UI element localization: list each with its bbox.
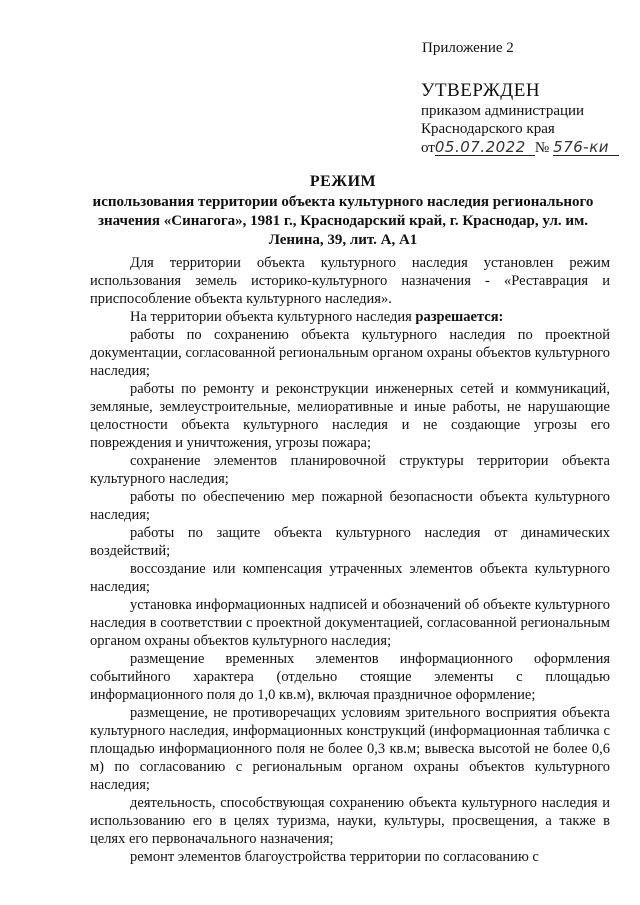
from-prefix: от (421, 140, 435, 156)
approved-heading: УТВЕРЖДЕН (421, 80, 541, 101)
order-date-number-line (421, 138, 631, 158)
list-item: деятельность, способствующая сохранению объекта культурного наследия и использованию его в целях туризма, науки, культуры, просвещения, а также в целях его первоначального назначения; (90, 795, 610, 847)
list-item: работы по обеспечению мер пожарной безопасности объекта культурного наследия; (90, 489, 610, 523)
list-item: работы по сохранению объекта культурного наследия по проектной документации, согласованной региональным органом охраны объектов культурного наследия; (90, 327, 610, 379)
document-subtitle: использования территории объекта культурного наследия регионального значения «Синагога», 1981 г., Краснодарский край, г. Краснодар, ул. им. Ленина, 39, лит. А, А1 (92, 194, 594, 248)
number-prefix: № (534, 140, 550, 156)
handwritten-number: 576-ки (553, 139, 619, 156)
list-item: ремонт элементов благоустройства территории по согласованию с (130, 849, 539, 865)
permitted-lead-paragraph (90, 308, 610, 326)
approval-stamp-block (421, 80, 631, 158)
list-item: работы по защите объекта культурного наследия от динамических воздействий; (90, 525, 610, 559)
permitted-lead-text: На территории объекта культурного наследия (130, 309, 412, 325)
list-item: размещение временных элементов информационного оформления событийного характера (отдельно стоящие элементы с площадью информационного поля до 1,0 кв.м), включая праздничное оформление; (90, 651, 610, 703)
permitted-keyword: разрешается: (415, 309, 504, 325)
document-title-block (80, 172, 606, 250)
handwritten-date: 05.07.2022 (435, 139, 535, 156)
approved-by-line-2: Краснодарского края (421, 121, 555, 137)
list-item: размещение, не противоречащих условиям зрительного восприятия объекта культурного наследия, информационных конструкций (информационная табличка с площадью информационного поля не более 0,3 кв.м; вывеска высотой не более 0,6 м) по согласованию с региональным органом охраны объектов культурного наследия; (90, 705, 610, 793)
list-item: воссоздание или компенсация утраченных элементов объекта культурного наследия; (90, 561, 610, 595)
document-title: РЕЖИМ (309, 173, 377, 190)
permitted-list (90, 326, 610, 866)
document-body (90, 254, 610, 866)
list-item: установка информационных надписей и обозначений об объекте культурного наследия в соответствии с проектной документацией, согласованной региональным органом охраны объектов культурного наследия; (90, 597, 610, 649)
list-item: сохранение элементов планировочной структуры территории объекта культурного наследия; (90, 453, 610, 487)
list-item: работы по ремонту и реконструкции инженерных сетей и коммуникаций, земляные, землеустроительные, мелиоративные и иные работы, не нарушающие целостности объекта культурного наследия и не создающие угрозы его повреждения и уничтожения, угрозы пожара; (90, 381, 610, 451)
approved-by-line-1: приказом администрации (421, 103, 585, 119)
intro-paragraph: Для территории объекта культурного наследия установлен режим использования земель историко-культурного назначения - «Реставрация и приспособление объекта культурного наследия». (90, 255, 610, 307)
appendix-label: Приложение 2 (422, 40, 514, 56)
